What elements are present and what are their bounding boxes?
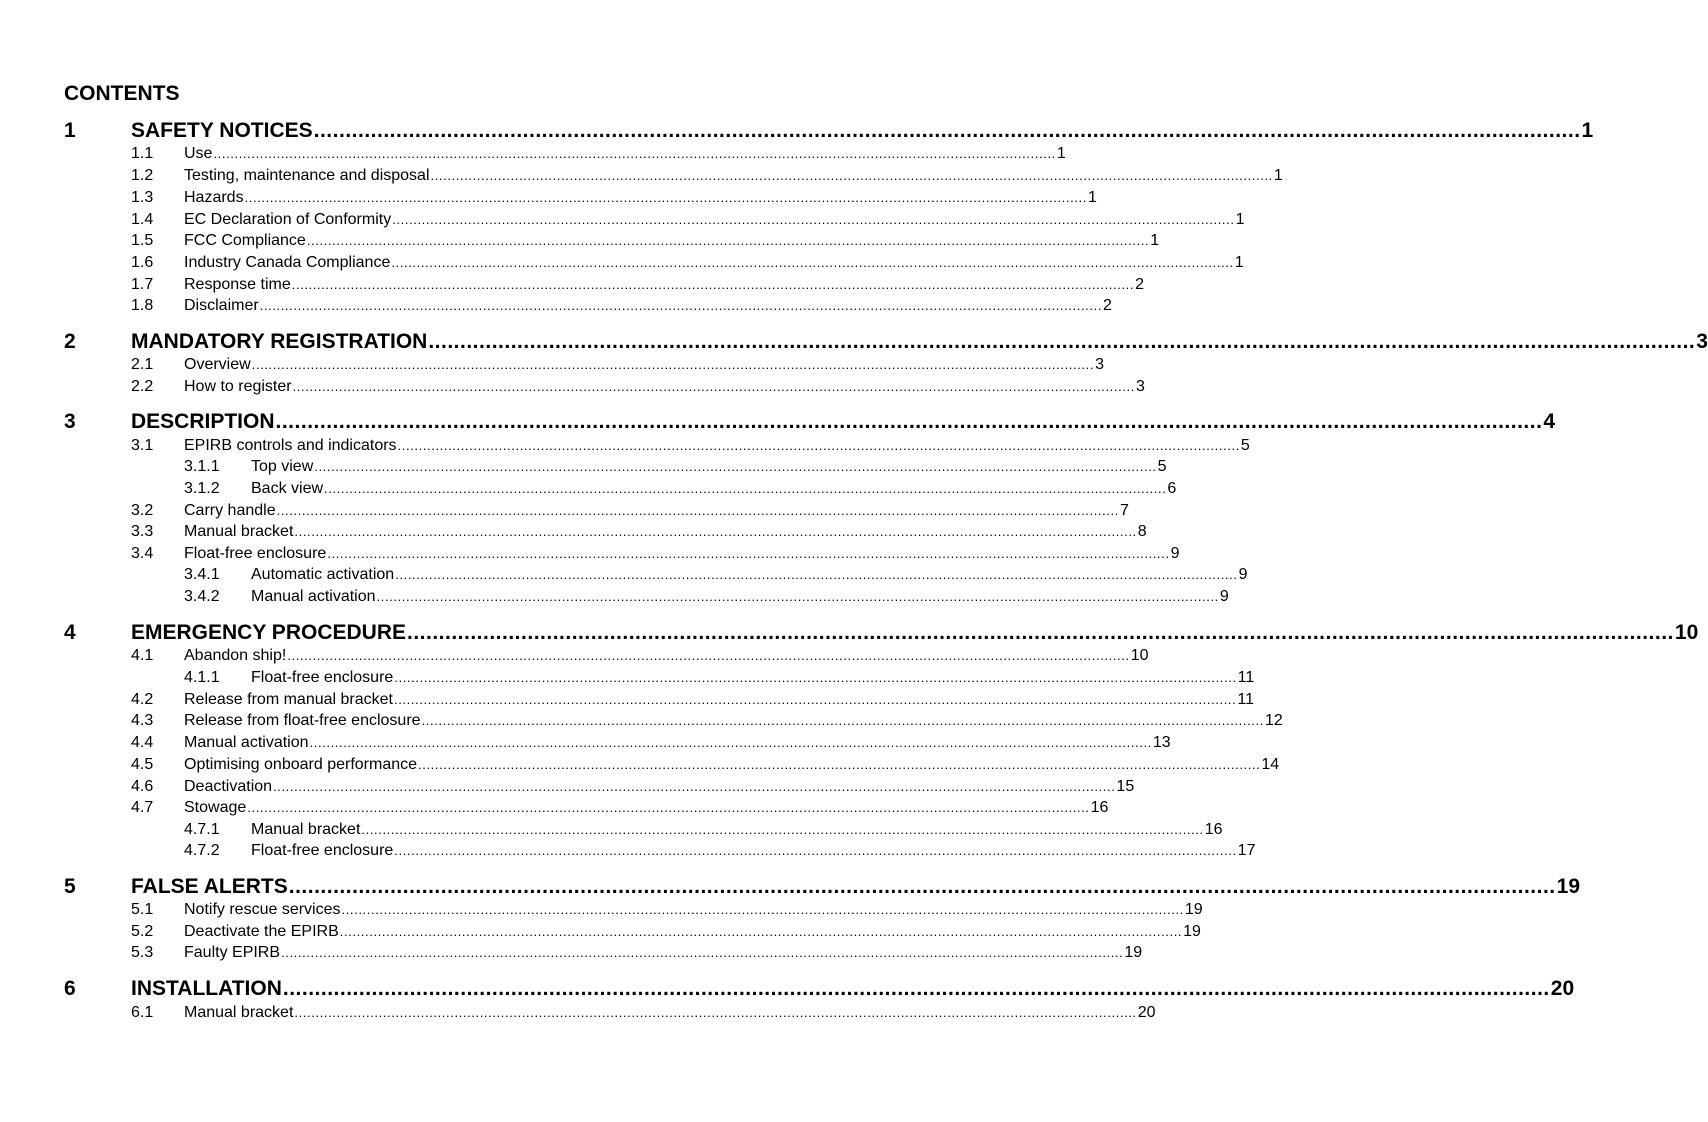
- dot-leader: ........................................................................................................................................................................................................: [294, 524, 1137, 539]
- dot-leader: ........................................................................................................................................................................................................: [251, 357, 1095, 372]
- toc-entry-title: MANDATORY REGISTRATION: [131, 330, 428, 353]
- toc-entry-number: 4.7.1: [184, 821, 220, 838]
- toc-entry-title: Notify rescue services: [184, 901, 341, 918]
- toc-entry[interactable]: [0, 645, 1149, 666]
- toc-entry-title: Testing, maintenance and disposal: [184, 167, 430, 184]
- toc-entry[interactable]: [0, 819, 1223, 840]
- toc-entry[interactable]: [0, 797, 1109, 818]
- toc-entry-page-number: 19: [1124, 944, 1143, 961]
- toc-entry-number: 5.2: [131, 923, 154, 940]
- toc-entry[interactable]: [0, 143, 1066, 164]
- dot-leader: ........................................................................................................................................................................................................: [421, 713, 1264, 728]
- dot-leader: ........................................................................................................................................................................................................: [430, 168, 1273, 183]
- toc-entry-title: Response time: [184, 276, 291, 293]
- toc-entry-number: 1.6: [131, 254, 154, 271]
- toc-entry-number: 3.2: [131, 502, 154, 519]
- toc-entry-title: FALSE ALERTS: [131, 875, 288, 898]
- toc-entry[interactable]: [0, 776, 1135, 797]
- toc-entry-number: 4.1: [131, 647, 154, 664]
- toc-entry-title: DESCRIPTION: [131, 410, 275, 433]
- toc-entry[interactable]: [0, 732, 1171, 753]
- toc-entry[interactable]: [0, 456, 1167, 477]
- toc-entry-number: 1.4: [131, 211, 154, 228]
- toc-entry-number: 4.2: [131, 691, 154, 708]
- toc-entry-page-number: 16: [1204, 821, 1223, 838]
- dot-leader: ........................................................................................................................................................................................................: [314, 459, 1157, 474]
- toc-entry[interactable]: [0, 586, 1229, 607]
- toc-entry-number: 4.7.2: [184, 842, 220, 859]
- toc-entry[interactable]: [0, 976, 1575, 1002]
- toc-entry-number: 4.6: [131, 778, 154, 795]
- dot-leader: ........................................................................................................................................................................................................: [244, 190, 1087, 205]
- toc-entry-page-number: 12: [1264, 712, 1283, 729]
- toc-entry-page-number: 3: [1095, 356, 1104, 373]
- toc-entry[interactable]: [0, 329, 1708, 355]
- toc-entry-title: Back view: [251, 480, 324, 497]
- toc-entry-number: 1: [64, 119, 76, 142]
- toc-entry-number: 1.3: [131, 189, 154, 206]
- toc-entry-number: 2.2: [131, 378, 154, 395]
- toc-entry[interactable]: [0, 840, 1256, 861]
- toc-entry-page-number: 5: [1240, 437, 1250, 454]
- toc-entry-page-number: 9: [1219, 588, 1229, 605]
- toc-entry[interactable]: [0, 187, 1097, 208]
- toc-entry-title: INSTALLATION: [131, 977, 282, 1000]
- toc-entry-page-number: 1: [1581, 119, 1594, 142]
- toc-entry[interactable]: [0, 252, 1244, 273]
- toc-entry[interactable]: [0, 564, 1248, 585]
- toc-entry-page-number: 1: [1056, 145, 1066, 162]
- toc-entry-title: Disclaimer: [184, 297, 259, 314]
- dot-leader: ........................................................................................................................................................................................................: [407, 621, 1674, 644]
- toc-entry-number: 1.8: [131, 297, 154, 314]
- toc-entry-number: 3.1: [131, 437, 154, 454]
- toc-entry-number: 6.1: [131, 1004, 154, 1021]
- toc-entry[interactable]: [0, 118, 1594, 144]
- dot-leader: ........................................................................................................................................................................................................: [276, 503, 1119, 518]
- toc-entry[interactable]: [0, 230, 1160, 251]
- toc-entry-title: Deactivation: [184, 778, 273, 795]
- toc-entry-page-number: 15: [1116, 778, 1135, 795]
- toc-entry-title: Float-free enclosure: [251, 669, 394, 686]
- toc-entry[interactable]: [0, 165, 1283, 186]
- toc-entry-number: 1.5: [131, 232, 154, 249]
- toc-entry-title: Overview: [184, 356, 251, 373]
- toc-entry-number: 3: [64, 410, 76, 433]
- dot-leader: ........................................................................................................................................................................................................: [273, 779, 1116, 794]
- dot-leader: ........................................................................................................................................................................................................: [324, 481, 1167, 496]
- toc-entry-page-number: 20: [1550, 977, 1575, 1000]
- dot-leader: ........................................................................................................................................................................................................: [309, 735, 1152, 750]
- toc-entry-page-number: 19: [1184, 901, 1203, 918]
- dot-leader: ........................................................................................................................................................................................................: [294, 1005, 1137, 1020]
- toc-entry-page-number: 4: [1543, 410, 1556, 433]
- toc-entry-page-number: 11: [1237, 669, 1255, 686]
- toc-entry-number: 6: [64, 977, 76, 1000]
- dot-leader: ........................................................................................................................................................................................................: [394, 670, 1237, 685]
- toc-entry-number: 3.4: [131, 545, 154, 562]
- toc-entry[interactable]: [0, 921, 1201, 942]
- toc-entry-page-number: 14: [1261, 756, 1280, 773]
- dot-leader: ........................................................................................................................................................................................................: [428, 330, 1696, 353]
- toc-entry-number: 4.4: [131, 734, 154, 751]
- toc-entry[interactable]: [0, 710, 1283, 731]
- toc-entry[interactable]: [0, 295, 1112, 316]
- toc-entry-title: Manual bracket: [184, 523, 294, 540]
- toc-entry[interactable]: [0, 209, 1245, 230]
- toc-entry-number: 5.1: [131, 901, 154, 918]
- toc-entry-number: 3.1.2: [184, 480, 220, 497]
- dot-leader: ........................................................................................................................................................................................................: [288, 875, 1556, 898]
- toc-entry-page-number: 13: [1152, 734, 1171, 751]
- toc-entry-page-number: 11: [1237, 691, 1254, 708]
- toc-entry-number: 1.1: [131, 145, 154, 162]
- toc-entry-page-number: 5: [1157, 458, 1167, 475]
- dot-leader: ........................................................................................................................................................................................................: [313, 119, 1581, 142]
- toc-entry-page-number: 1: [1273, 167, 1283, 184]
- toc-entry-title: Float-free enclosure: [251, 842, 394, 859]
- toc-entry-number: 4.5: [131, 756, 154, 773]
- toc-entry-page-number: 1: [1087, 189, 1097, 206]
- toc-entry-title: Release from manual bracket: [184, 691, 393, 708]
- toc-entry-page-number: 17: [1237, 842, 1256, 859]
- toc-entry-page-number: 8: [1137, 523, 1147, 540]
- toc-entry-page-number: 3: [1696, 330, 1708, 353]
- toc-entry[interactable]: [0, 899, 1203, 920]
- dot-leader: ........................................................................................................................................................................................................: [287, 648, 1130, 663]
- toc-entry-title: Abandon ship!: [184, 647, 287, 664]
- toc-entry[interactable]: [0, 435, 1250, 456]
- toc-entry-title: Hazards: [184, 189, 244, 206]
- toc-entry-page-number: 1: [1235, 211, 1245, 228]
- toc-entry-number: 3.4.1: [184, 566, 220, 583]
- toc-entry[interactable]: [0, 478, 1177, 499]
- toc-entry[interactable]: [0, 689, 1254, 710]
- dot-leader: ........................................................................................................................................................................................................: [341, 902, 1184, 917]
- toc-entry[interactable]: [0, 354, 1104, 375]
- toc-entry-page-number: 6: [1167, 480, 1177, 497]
- toc-entry-page-number: 19: [1556, 875, 1580, 898]
- toc-entry-title: How to register: [184, 378, 292, 395]
- toc-entry-page-number: 9: [1170, 545, 1180, 562]
- toc-entry-number: 4.7: [131, 799, 154, 816]
- toc-entry-number: 4: [64, 621, 76, 644]
- toc-entry-title: Release from float-free enclosure: [184, 712, 421, 729]
- toc-entry-title: Manual activation: [251, 588, 376, 605]
- toc-entry-number: 1.2: [131, 167, 154, 184]
- toc-entry-title: Automatic activation: [251, 566, 395, 583]
- dot-leader: ........................................................................................................................................................................................................: [247, 800, 1090, 815]
- toc-entry-page-number: 1: [1150, 232, 1160, 249]
- dot-leader: ........................................................................................................................................................................................................: [292, 379, 1135, 394]
- toc-entry[interactable]: [0, 500, 1129, 521]
- toc-entry-page-number: 2: [1135, 276, 1144, 293]
- toc-entry-number: 2: [64, 330, 76, 353]
- dot-leader: ........................................................................................................................................................................................................: [213, 146, 1056, 161]
- toc-entry-page-number: 3: [1135, 378, 1145, 395]
- dot-leader: ........................................................................................................................................................................................................: [397, 438, 1240, 453]
- dot-leader: ........................................................................................................................................................................................................: [282, 977, 1550, 1000]
- dot-leader: ........................................................................................................................................................................................................: [327, 546, 1170, 561]
- toc-entry-title: Use: [184, 145, 213, 162]
- toc-entry-page-number: 10: [1674, 621, 1699, 644]
- toc-entry-page-number: 7: [1119, 502, 1129, 519]
- toc-entry-title: FCC Compliance: [184, 232, 306, 249]
- dot-leader: ........................................................................................................................................................................................................: [376, 589, 1219, 604]
- toc-entry[interactable]: [0, 521, 1147, 542]
- toc-entry-title: Carry handle: [184, 502, 276, 519]
- toc-entry-title: Deactivate the EPIRB: [184, 923, 339, 940]
- toc-entry-page-number: 16: [1090, 799, 1109, 816]
- toc-entry-title: Top view: [251, 458, 314, 475]
- toc-entry[interactable]: [0, 874, 1580, 900]
- toc-entry-number: 4.3: [131, 712, 154, 729]
- toc-entry-title: Optimising onboard performance: [184, 756, 418, 773]
- toc-entry-number: 3.4.2: [184, 588, 220, 605]
- toc-entry-page-number: 10: [1130, 647, 1149, 664]
- toc-entry-number: 5: [64, 875, 76, 898]
- dot-leader: ........................................................................................................................................................................................................: [391, 255, 1234, 270]
- dot-leader: ........................................................................................................................................................................................................: [392, 212, 1235, 227]
- toc-entry-title: Manual bracket: [251, 821, 361, 838]
- toc-entry-page-number: 19: [1183, 923, 1201, 940]
- dot-leader: ........................................................................................................................................................................................................: [393, 692, 1237, 707]
- toc-entry-number: 1.7: [131, 276, 154, 293]
- dot-leader: ........................................................................................................................................................................................................: [291, 277, 1135, 292]
- toc-entry-number: 3.1.1: [184, 458, 220, 475]
- dot-leader: ........................................................................................................................................................................................................: [259, 298, 1103, 313]
- toc-entry[interactable]: [0, 409, 1556, 435]
- dot-leader: ........................................................................................................................................................................................................: [306, 233, 1150, 248]
- toc-entry[interactable]: [0, 667, 1255, 688]
- toc-entry-title: Industry Canada Compliance: [184, 254, 391, 271]
- toc-entry[interactable]: [0, 376, 1145, 397]
- toc-entry-title: EMERGENCY PROCEDURE: [131, 621, 406, 644]
- toc-entry-number: 4.1.1: [184, 669, 220, 686]
- toc-entry[interactable]: [0, 942, 1143, 963]
- toc-entry-title: Stowage: [184, 799, 247, 816]
- toc-entry-title: Manual bracket: [184, 1004, 294, 1021]
- toc-entry-title: Float-free enclosure: [184, 545, 327, 562]
- toc-entry-number: 2.1: [131, 356, 154, 373]
- page-title: CONTENTS: [64, 82, 180, 105]
- toc-entry-page-number: 1: [1234, 254, 1244, 271]
- dot-leader: ........................................................................................................................................................................................................: [339, 924, 1183, 939]
- toc-entry[interactable]: [0, 274, 1144, 295]
- toc-entry-page-number: 2: [1103, 297, 1112, 314]
- dot-leader: ........................................................................................................................................................................................................: [395, 567, 1238, 582]
- toc-entry-number: 3.3: [131, 523, 154, 540]
- toc-entry-page-number: 9: [1238, 566, 1248, 583]
- toc-entry-title: EC Declaration of Conformity: [184, 211, 392, 228]
- toc-entry-page-number: 20: [1137, 1004, 1156, 1021]
- dot-leader: ........................................................................................................................................................................................................: [361, 822, 1204, 837]
- dot-leader: ........................................................................................................................................................................................................: [394, 843, 1237, 858]
- toc-entry-number: 5.3: [131, 944, 154, 961]
- toc-entry-title: Manual activation: [184, 734, 309, 751]
- toc-entry[interactable]: [0, 1002, 1156, 1023]
- toc-entry[interactable]: [0, 754, 1280, 775]
- dot-leader: ........................................................................................................................................................................................................: [281, 945, 1124, 960]
- toc-entry[interactable]: [0, 543, 1180, 564]
- toc-entry-title: SAFETY NOTICES: [131, 119, 313, 142]
- dot-leader: ........................................................................................................................................................................................................: [418, 757, 1261, 772]
- toc-entry[interactable]: [0, 620, 1699, 646]
- toc-entry-title: Faulty EPIRB: [184, 944, 281, 961]
- toc-entry-title: EPIRB controls and indicators: [184, 437, 397, 454]
- dot-leader: ........................................................................................................................................................................................................: [275, 410, 1543, 433]
